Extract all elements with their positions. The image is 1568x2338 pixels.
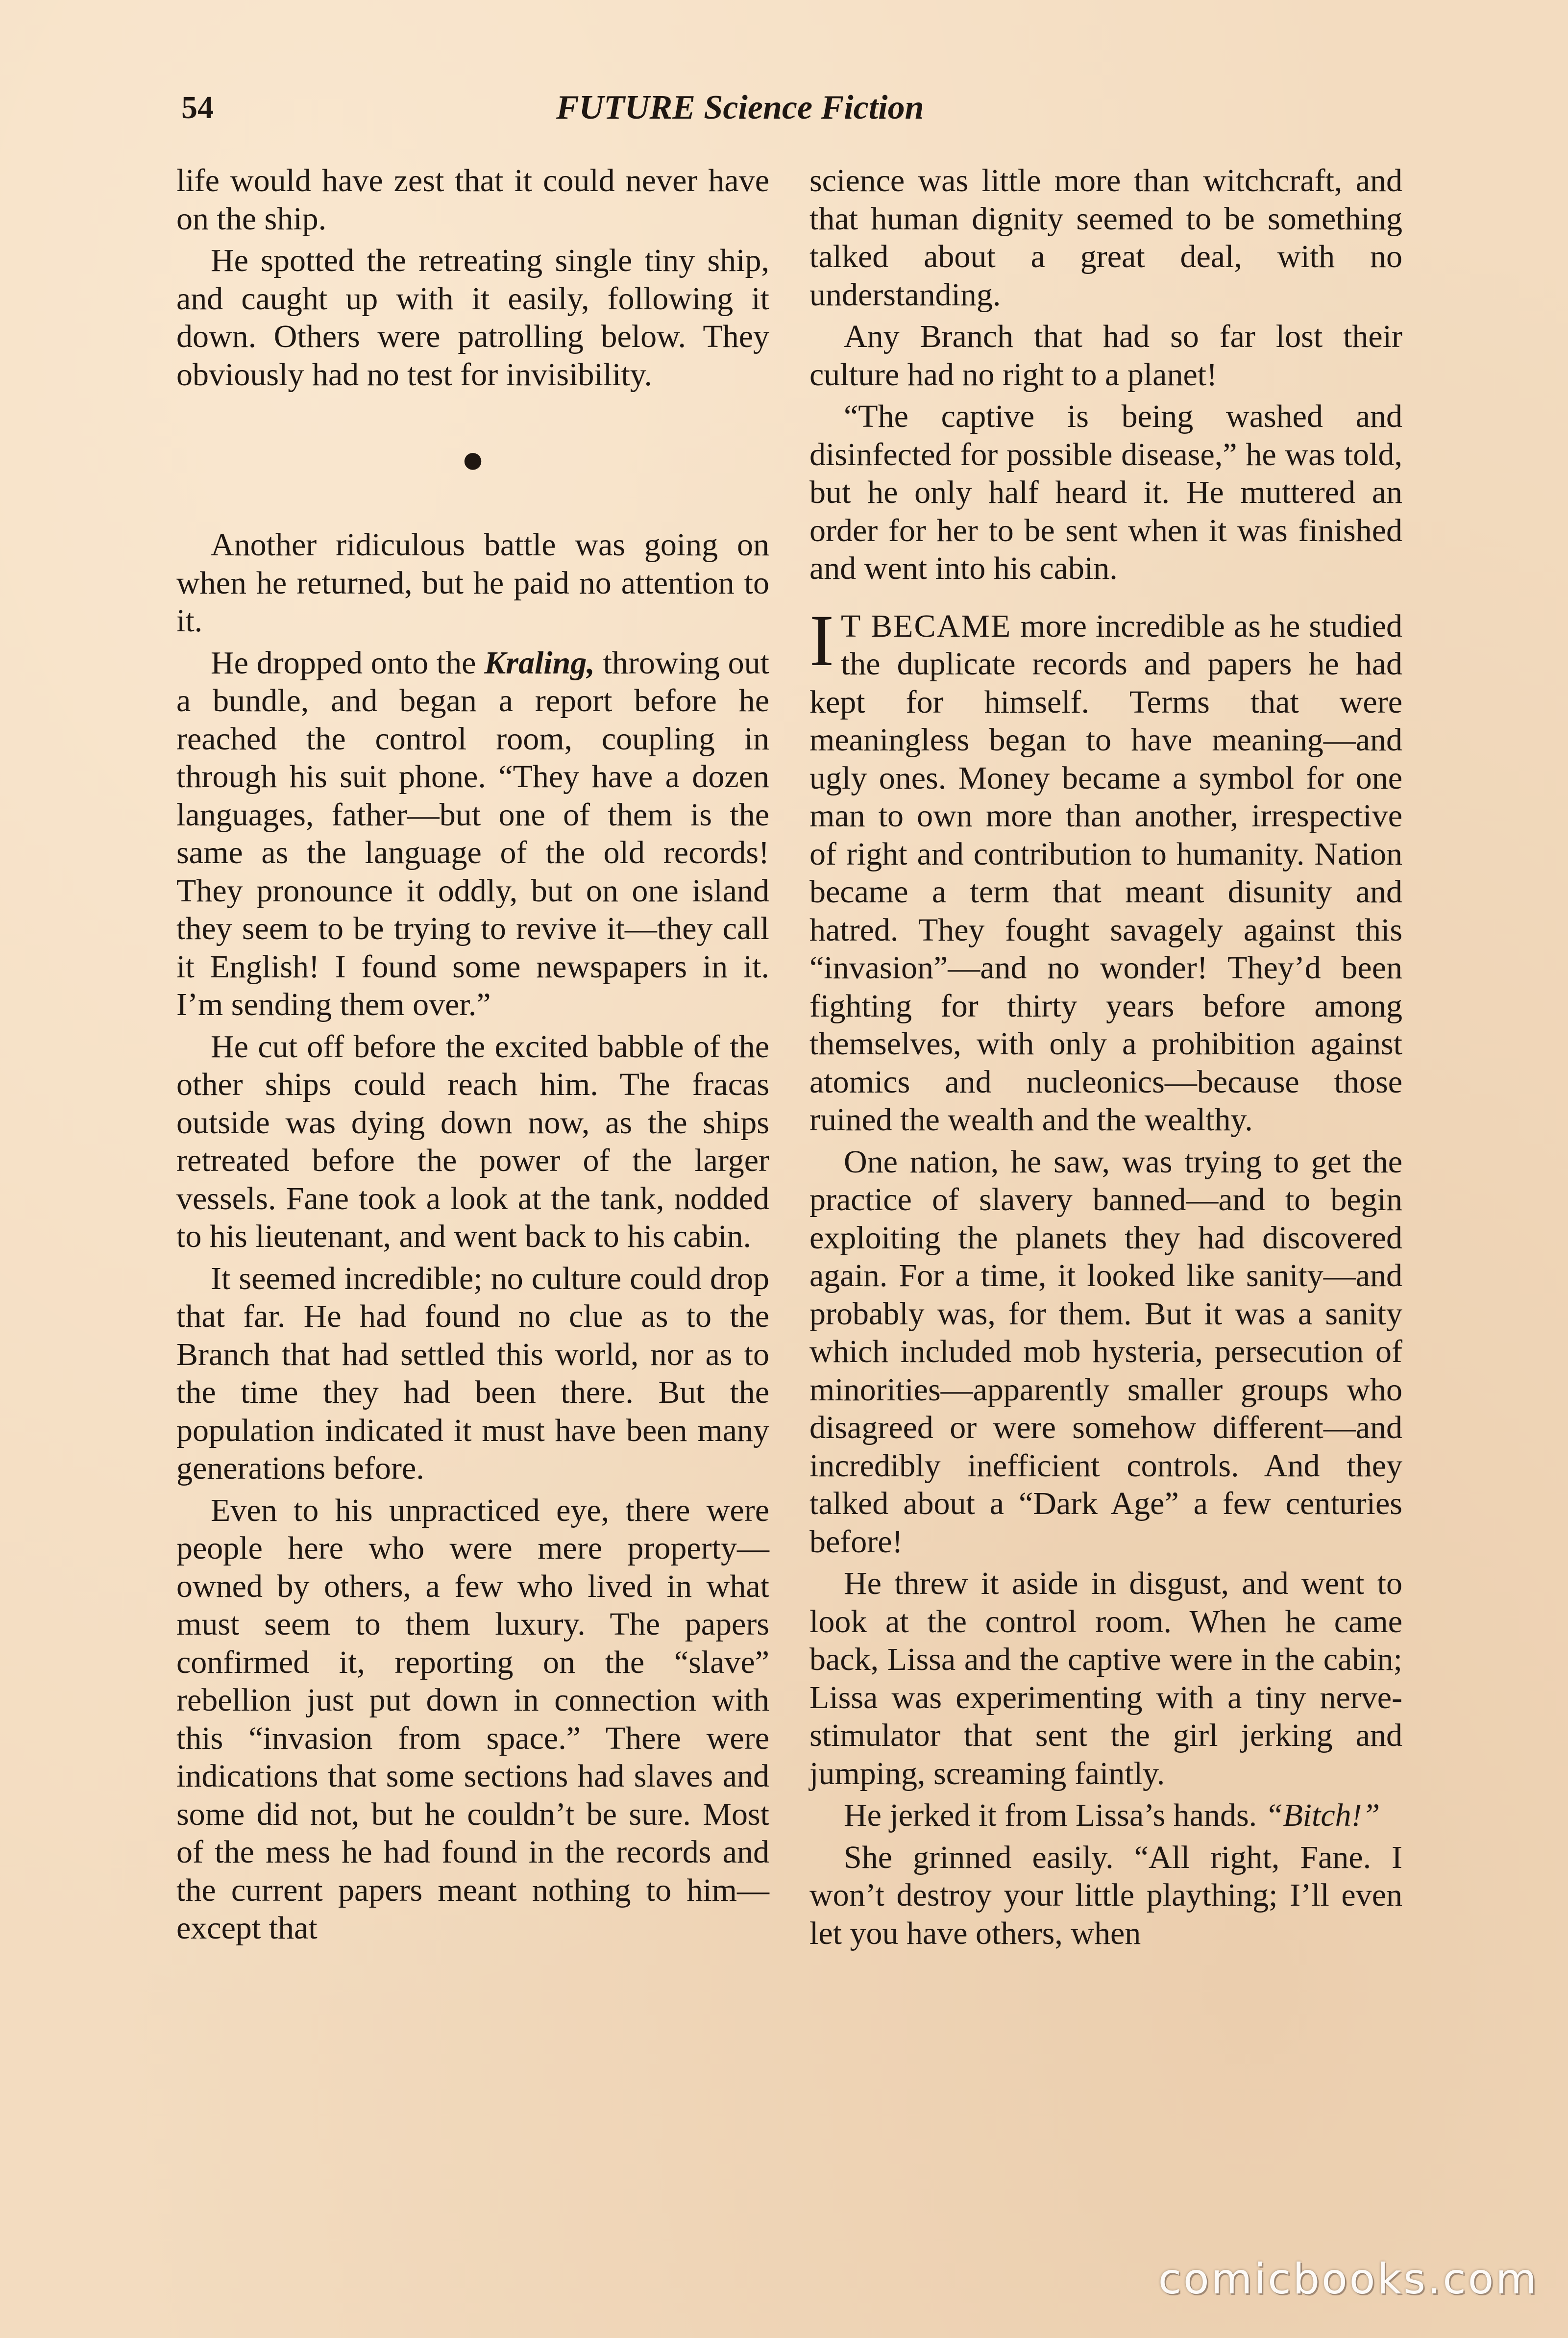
- paragraph-text: He dropped onto the: [211, 645, 485, 681]
- paragraph: [176, 644, 769, 1024]
- right-column: [809, 162, 1402, 1956]
- paragraph: She grinned easily. “All right, Fane. I won’t destroy your little plaything; I’ll even let you have others, when: [809, 1839, 1402, 1951]
- paragraph: [809, 1796, 1402, 1835]
- paragraph: One nation, he saw, was trying to get the practice of slavery banned—and to begin exploiting the planets they had discovered again. For a time, it looked like sanity—and probably was, for them. But it was a sanity which included mob hysteria, persecution of minorities—apparently smaller groups who disagreed or were somehow different—and incredibly inefficient controls. And they talked about a “Dark Age” a few centuries before!: [809, 1144, 1402, 1560]
- paragraph: science was little more than witchcraft, and that human dignity seemed to be something talked about a great deal, with no understanding.: [809, 163, 1402, 313]
- paragraph-text: more incredible as he studied the duplicate records and papers he had kept for himself. Terms that were meaningless began to have meaning—and ugly ones. Money became a symbol for one man to own more than another, irrespective of right and contribution to humanity. Nation became a term that meant disunity and hatred. They fought savagely against this “invasion”—and no wonder! They’d been fighting for thirty years before among themselves, with only a prohibition against atomics and nucleonics—because those ruined the wealth and the wealthy.: [809, 608, 1402, 1138]
- paragraph: It seemed incredible; no culture could drop that far. He had found no clue as to the Branch that had settled this world, nor as to the time they had been there. But the population indicated it must have been many generations before.: [176, 1260, 769, 1486]
- paragraph: He spotted the retreating single tiny ship, and caught up with it easily, following it down. Others were patrolling below. They obviously had no test for invisibility.: [176, 243, 769, 393]
- smallcaps-lead: T BECAME: [840, 608, 1012, 644]
- paragraph: life would have zest that it could never have on the ship.: [176, 163, 769, 237]
- drop-cap: I: [809, 599, 834, 681]
- paragraph-text: throwing out a bundle, and began a report before he reached the control room, coupling in through his suit phone. “They have a dozen languages, father—but one of them is the same as the language of the old records! They pronounce it oddly, but on one island they seem to be trying to revive it—they call it English! I found some newspapers in it. I’m sending them over.”: [176, 645, 769, 1022]
- paragraph-text: He jerked it from Lissa’s hands.: [844, 1797, 1265, 1833]
- left-column: [176, 162, 769, 1951]
- page-number: 54: [181, 90, 214, 125]
- exclamation: “Bitch!”: [1265, 1797, 1380, 1833]
- paragraph-with-dropcap: [809, 599, 1402, 1139]
- page-header: [181, 83, 1406, 132]
- ship-name: Kraling,: [484, 645, 595, 681]
- paragraph: Another ridiculous battle was going on when he returned, but he paid no attention to it.: [176, 527, 769, 639]
- paragraph: “The captive is being washed and disinfected for possible disease,” he was told, but he only half heard it. He muttered an order for her to be sent when it was finished and went into his cabin.: [809, 398, 1402, 586]
- running-head: FUTURE Science Fiction: [556, 89, 924, 126]
- paragraph: Any Branch that had so far lost their culture had no right to a planet!: [809, 319, 1402, 393]
- paragraph: Even to his unpracticed eye, there were people here who were mere property—owned by others, a few who lived in what must seem to them luxury. The papers confirmed it, reporting on the “slave” rebellion just put down in connection with this “invasion from space.” There were indications that some sections had slaves and some did not, but he couldn’t be sure. Most of the mess he had found in the records and the current papers meant nothing to him—except that: [176, 1492, 769, 1946]
- paragraph: He threw it aside in disgust, and went to look at the control room. When he came back, Lissa and the captive were in the cabin; Lissa was experimenting with a tiny nerve-stimulator that sent the girl jerking and jumping, screaming faintly.: [809, 1566, 1402, 1791]
- watermark-logo: comicbooks.com: [1158, 2255, 1539, 2304]
- paragraph: He cut off before the excited babble of the other ships could reach him. The fracas outside was dying down now, as the ships retreated before the power of the larger vessels. Fane took a look at the tank, nodded to his lieutenant, and went back to his cabin.: [176, 1028, 769, 1254]
- section-break-bullet: ●: [461, 438, 485, 481]
